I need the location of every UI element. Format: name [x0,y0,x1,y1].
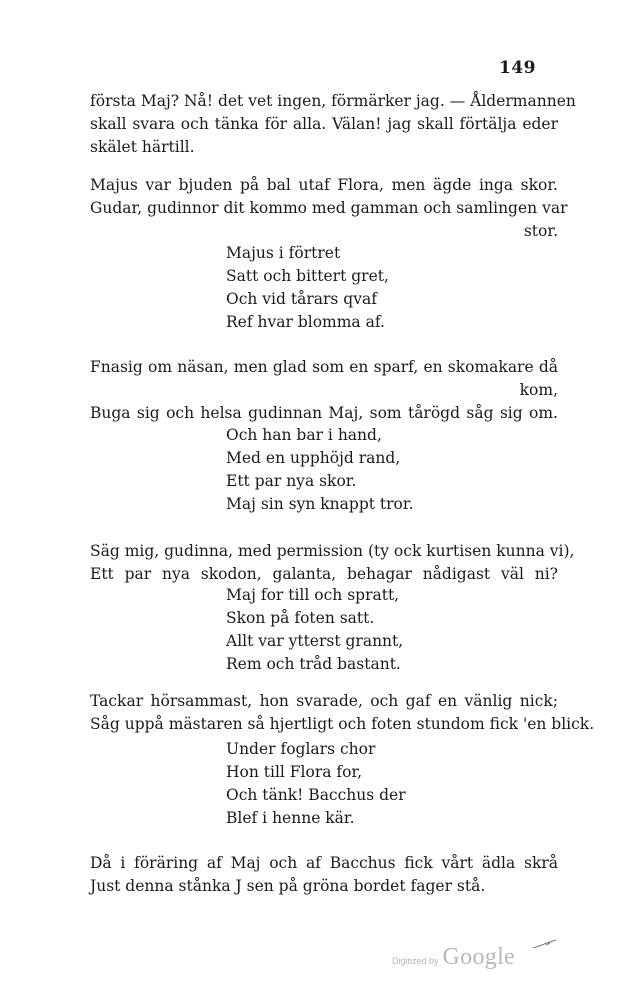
prose-paragraph-3 [90,356,558,425]
text-line: Då i föräring af Maj och af Bacchus fick vårt ädla skrå [90,854,558,872]
text-line: kom, [519,381,558,399]
text-line: första Maj? Nå! det vet ingen, förmärker jag. — Åldermannen [90,92,576,110]
verse-line: Satt och bittert gret, [226,267,389,285]
text-line: stor. [523,222,558,240]
prose-paragraph-5 [90,690,595,736]
verse-line: Rem och tråd bastant. [226,655,401,673]
digitized-watermark [392,944,515,971]
pen-flourish-icon [532,938,558,950]
google-logo: Google [442,944,515,970]
verse-stanza-1 [226,242,389,334]
verse-line: Och vid tårars qvaf [226,290,377,308]
text-line: skälet härtill. [90,138,195,156]
digitized-by-text: Digitized by [392,956,439,966]
verse-line: Och han bar i hand, [226,426,382,444]
text-line: Tackar hörsammast, hon svarade, och gaf en vänlig nick; [90,692,558,710]
text-line: Majus var bjuden på bal utaf Flora, men ägde inga skor. [90,176,558,194]
verse-line: Maj for till och spratt, [226,586,400,604]
text-line: Ett par nya skodon, galanta, behagar nådigast väl ni? [90,565,558,583]
verse-line: Blef i henne kär. [226,809,355,827]
prose-paragraph-6 [90,852,558,898]
verse-line: Skon på foten satt. [226,609,375,627]
verse-line: Med en upphöjd rand, [226,449,401,467]
verse-stanza-3 [226,584,403,676]
text-line: skall svara och tänka för alla. Välan! jag skall förtälja eder [90,115,558,133]
page-number: 149 [499,58,536,78]
text-line: Buga sig och helsa gudinnan Maj, som tårögd såg sig om. [90,404,558,422]
verse-line: Maj sin syn knappt tror. [226,495,414,513]
text-line: Såg uppå mästaren så hjertligt och foten stundom fick 'en blick. [90,715,595,733]
verse-line: Under foglars chor [226,740,376,758]
verse-line: Ett par nya skor. [226,472,357,490]
text-line: Just denna stånka J sen på gröna bordet fager stå. [90,877,486,895]
verse-line: Hon till Flora for, [226,763,363,781]
text-line: Gudar, gudinnor dit kommo med gamman och samlingen var [90,199,568,217]
verse-line: Ref hvar blomma af. [226,313,385,331]
prose-paragraph-2 [90,174,568,243]
verse-line: Allt var ytterst grannt, [226,632,404,650]
prose-paragraph-4 [90,540,575,586]
verse-stanza-4 [226,738,406,830]
verse-line: Majus i förtret [226,244,341,262]
prose-paragraph-1 [90,90,576,159]
text-line: Säg mig, gudinna, med permission (ty ock kurtisen kunna vi), [90,542,575,560]
verse-line: Och tänk! Bacchus der [226,786,406,804]
verse-stanza-2 [226,424,414,516]
text-line: Fnasig om näsan, men glad som en sparf, en skomakare då [90,358,558,376]
